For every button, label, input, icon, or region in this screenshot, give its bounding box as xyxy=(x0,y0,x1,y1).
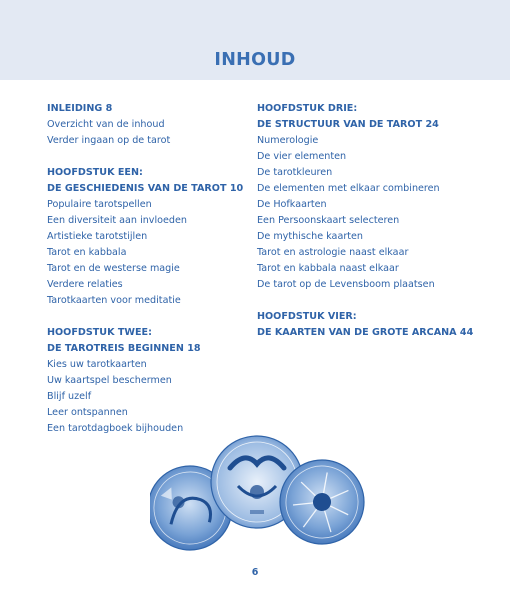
toc-heading: HOOFDSTUK EEN: xyxy=(47,167,143,178)
toc-entry: Numerologie xyxy=(257,135,319,146)
toc-left-column xyxy=(47,101,247,437)
spacer xyxy=(257,293,477,309)
toc-entry: Tarot en astrologie naast elkaar xyxy=(257,247,409,258)
toc-entry: Leer ontspannen xyxy=(47,407,128,418)
toc-entry: De elementen met elkaar combineren xyxy=(257,183,440,194)
toc-entry: Populaire tarotspellen xyxy=(47,199,152,210)
toc-right-column xyxy=(257,101,477,341)
toc-entry: Een diversiteit aan invloeden xyxy=(47,215,187,226)
toc-entry: De tarotkleuren xyxy=(257,167,333,178)
spacer xyxy=(47,309,247,325)
toc-heading: DE STRUCTUUR VAN DE TAROT 24 xyxy=(257,119,439,130)
toc-entry: Tarot en kabbala naast elkaar xyxy=(257,263,399,274)
toc-entry: De Hofkaarten xyxy=(257,199,327,210)
toc-heading: HOOFDSTUK DRIE: xyxy=(257,103,358,114)
page-number: 6 xyxy=(251,567,259,578)
toc-entry: Artistieke tarotstijlen xyxy=(47,231,148,242)
page-title: INHOUD xyxy=(214,50,296,70)
toc-heading: DE TAROTREIS BEGINNEN 18 xyxy=(47,343,201,354)
toc-heading: DE KAARTEN VAN DE GROTE ARCANA 44 xyxy=(257,327,474,338)
toc-heading: HOOFDSTUK VIER: xyxy=(257,311,357,322)
toc-entry: De vier elementen xyxy=(257,151,347,162)
toc-entry: Uw kaartspel beschermen xyxy=(47,375,172,386)
toc-heading: HOOFDSTUK TWEE: xyxy=(47,327,152,338)
toc-entry: Overzicht van de inhoud xyxy=(47,119,165,130)
toc-entry: Blijf uzelf xyxy=(47,391,92,402)
toc-entry: Tarot en de westerse magie xyxy=(47,263,180,274)
toc-entry: Tarotkaarten voor meditatie xyxy=(47,295,181,306)
toc-entry: De tarot op de Levensboom plaatsen xyxy=(257,279,435,290)
tarot-cards-illustration xyxy=(150,430,365,555)
toc-entry: Een Persoonskaart selecteren xyxy=(257,215,400,226)
toc-entry: Kies uw tarotkaarten xyxy=(47,359,147,370)
toc-entry: Verder ingaan op de tarot xyxy=(47,135,171,146)
toc-heading: DE GESCHIEDENIS VAN DE TAROT 10 xyxy=(47,183,244,194)
toc-heading: INLEIDING 8 xyxy=(47,103,113,114)
spacer xyxy=(47,149,247,165)
toc-entry: Verdere relaties xyxy=(47,279,123,290)
toc-entry: Tarot en kabbala xyxy=(47,247,127,258)
toc-entry: De mythische kaarten xyxy=(257,231,364,242)
toc-entry: Een tarotdagboek bijhouden xyxy=(47,423,184,434)
